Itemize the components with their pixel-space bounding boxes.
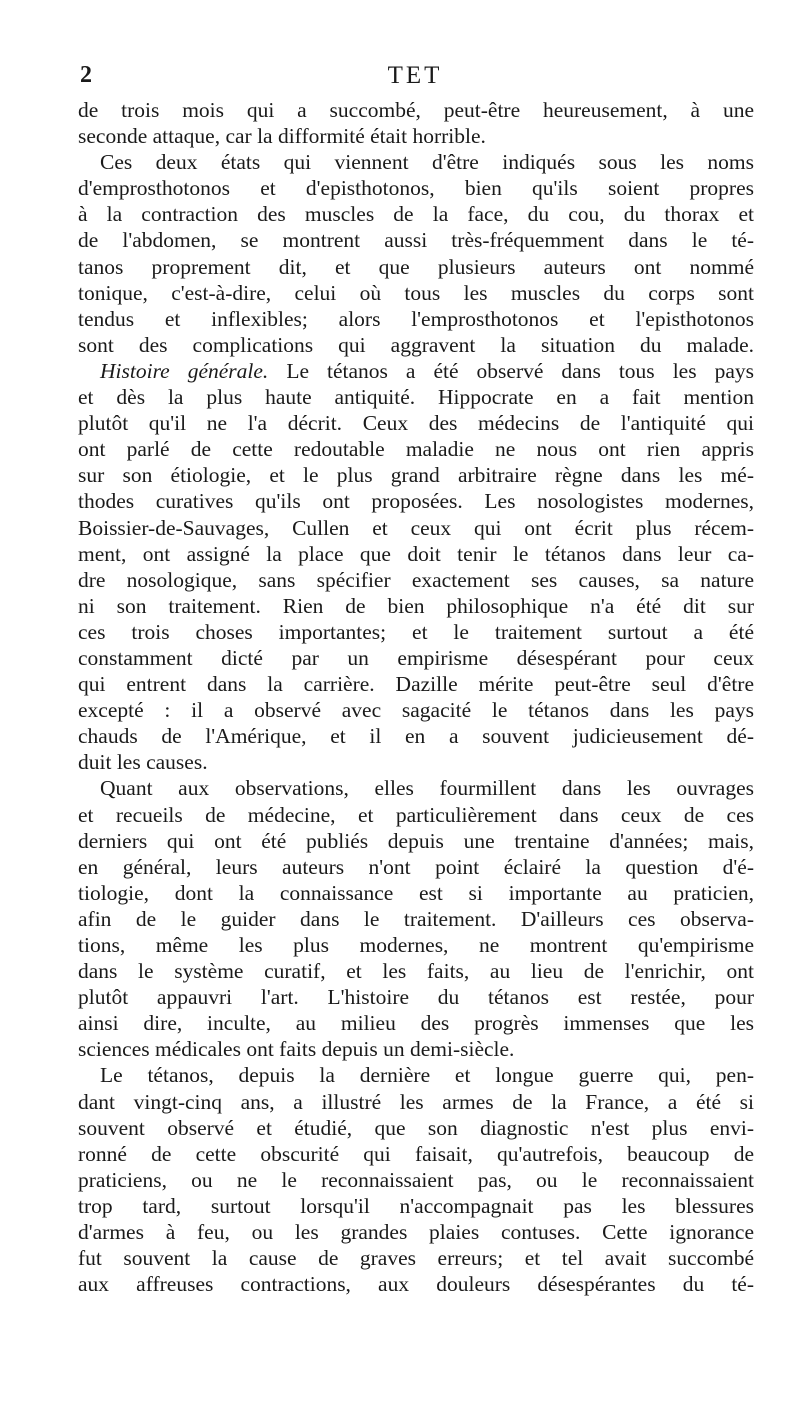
- text-line: ronné de cette obscurité qui faisait, qu'autrefois, beaucoup de: [78, 1141, 754, 1166]
- text-line: sciences médicales ont faits depuis un demi-siècle.: [78, 1037, 515, 1062]
- body-text: [78, 97, 754, 1297]
- section-lead: Histoire générale.: [100, 358, 269, 383]
- text-line: dre nosologique, sans spécifier exactement ses causes, sa nature: [78, 567, 754, 592]
- text-line: Ces deux états qui viennent d'être indiqués sous les noms: [100, 150, 754, 175]
- text-line: plutôt qu'il ne l'a décrit. Ceux des médecins de l'antiquité qui: [78, 411, 754, 436]
- text-line: ces trois choses importantes; et le traitement surtout a été: [78, 619, 754, 644]
- text-line: excepté : il a observé avec sagacité le tétanos dans les pays: [78, 698, 754, 723]
- text-line: tonique, c'est-à-dire, celui où tous les muscles du corps sont: [78, 280, 754, 305]
- text-line: dant vingt-cinq ans, a illustré les armes de la France, a été si: [78, 1089, 754, 1114]
- text-line: dans le système curatif, et les faits, au lieu de l'enrichir, ont: [78, 959, 754, 984]
- text-line: seconde attaque, car la difformité était horrible.: [78, 124, 486, 149]
- text-line: derniers qui ont été publiés depuis une trentaine d'années; mais,: [78, 828, 754, 853]
- text-line: de trois mois qui a succombé, peut-être heureusement, à une: [78, 98, 754, 122]
- page-number: 2: [80, 62, 92, 88]
- running-head: TET: [387, 62, 443, 89]
- paragraph: [78, 358, 754, 776]
- text-line: d'emprosthotonos et d'episthotonos, bien qu'ils soient propres: [78, 176, 754, 201]
- text-line: plutôt appauvri l'art. L'histoire du tétanos est restée, pour: [78, 985, 754, 1010]
- text-line: chauds de l'Amérique, et il en a souvent judicieusement dé-: [78, 724, 754, 749]
- paragraph: [78, 97, 754, 149]
- text-line: souvent observé et étudié, que son diagnostic n'est plus envi-: [78, 1115, 754, 1140]
- text-line: Quant aux observations, elles fourmillent dans les ouvrages: [100, 776, 754, 801]
- text-line: ment, ont assigné la place que doit tenir le tétanos dans leur ca-: [78, 541, 754, 566]
- page-header: [80, 62, 750, 92]
- text-line: d'armes à feu, ou les grandes plaies contuses. Cette ignorance: [78, 1220, 754, 1245]
- text-line: afin de le guider dans le traitement. D'ailleurs ces observa-: [78, 906, 754, 931]
- text-line: trop tard, surtout lorsqu'il n'accompagnait pas les blessures: [78, 1193, 754, 1218]
- text-line: fut souvent la cause de graves erreurs; et tel avait succombé: [78, 1246, 754, 1271]
- text-line: [78, 358, 754, 384]
- text-line: tions, même les plus modernes, ne montrent qu'empirisme: [78, 933, 754, 957]
- paragraph: [78, 775, 754, 1062]
- text-line: ainsi dire, inculte, au milieu des progrès immenses que les: [78, 1011, 754, 1036]
- text-line: tanos proprement dit, et que plusieurs auteurs ont nommé: [78, 254, 754, 279]
- text-line: duit les causes.: [78, 750, 208, 775]
- text-line: Boissier-de-Sauvages, Cullen et ceux qui ont écrit plus récem-: [78, 515, 754, 540]
- text-line: et dès la plus haute antiquité. Hippocrate en a fait mention: [78, 385, 754, 410]
- text-line: tiologie, dont la connaissance est si importante au praticien,: [78, 880, 754, 905]
- text-line: sur son étiologie, et le plus grand arbitraire règne dans les mé-: [78, 463, 754, 488]
- text-line: tendus et inflexibles; alors l'emprosthotonos et l'episthotonos: [78, 306, 754, 331]
- text-line: constamment dicté par un empirisme désespérant pour ceux: [78, 645, 754, 670]
- text-line: praticiens, ou ne le reconnaissaient pas, ou le reconnaissaient: [78, 1167, 754, 1192]
- text-line: sont des complications qui aggravent la situation du malade.: [78, 332, 754, 357]
- text-line: ont parlé de cette redoutable maladie ne nous ont rien appris: [78, 437, 754, 462]
- text-line: à la contraction des muscles de la face, du cou, du thorax et: [78, 202, 754, 227]
- text-line: et recueils de médecine, et particulièrement dans ceux de ces: [78, 802, 754, 827]
- text-line: qui entrent dans la carrière. Dazille mérite peut-être seul d'être: [78, 672, 754, 697]
- paragraph: [78, 149, 754, 358]
- text-line: aux affreuses contractions, aux douleurs désespérantes du té-: [78, 1272, 754, 1297]
- text-line: thodes curatives qu'ils ont proposées. Les nosologistes modernes,: [78, 489, 754, 514]
- paragraph: [78, 1062, 754, 1297]
- text-line: en général, leurs auteurs n'ont point éclairé la question d'é-: [78, 854, 754, 879]
- text-line: ni son traitement. Rien de bien philosophique n'a été dit sur: [78, 593, 754, 618]
- text-line: Le tétanos, depuis la dernière et longue guerre qui, pen-: [100, 1063, 754, 1088]
- text-line: de l'abdomen, se montrent aussi très-fréquemment dans le té-: [78, 228, 754, 253]
- text-segment: Le tétanos a été observé dans tous les pays: [286, 358, 754, 383]
